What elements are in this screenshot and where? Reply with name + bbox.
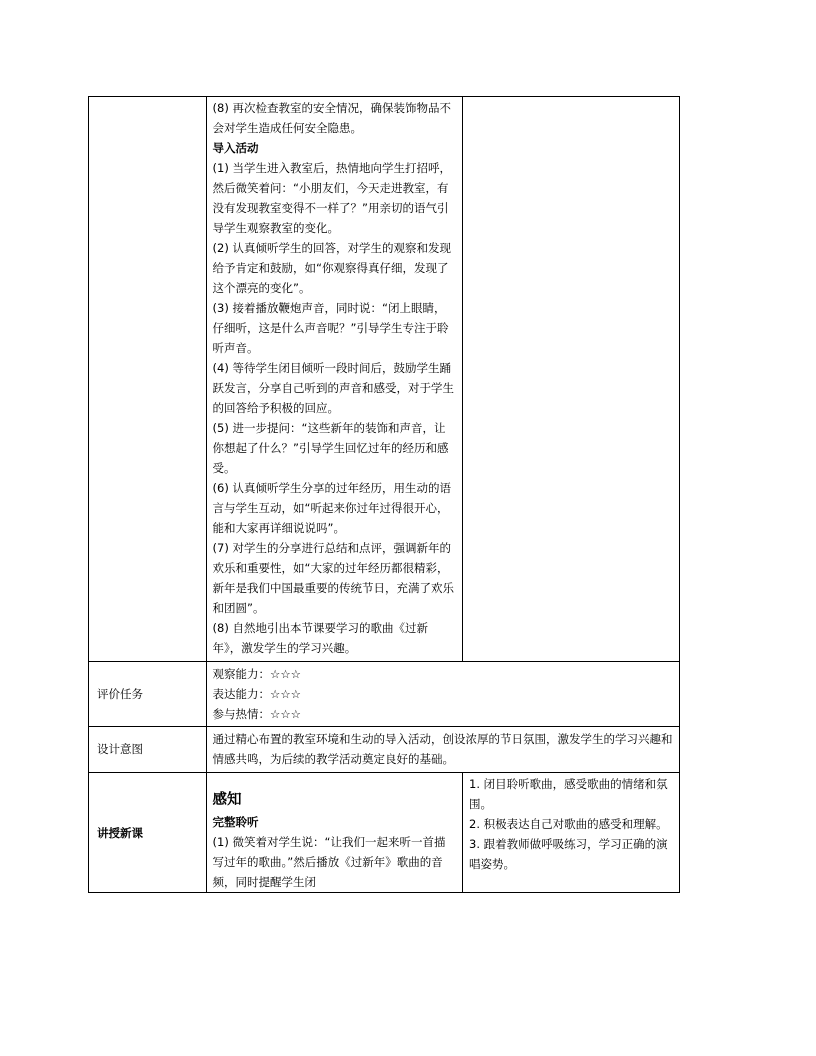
- evaluation-label: 评价任务: [89, 662, 207, 727]
- activity-step: (4) 等待学生闭目倾听一段时间后，鼓励学生踊跃发言，分享自己听到的声音和感受，对于学生的回答给予积极的回应。: [212, 361, 455, 415]
- activity-step: (8) 再次检查教室的安全情况，确保装饰物品不会对学生造成任何安全隐患。: [212, 101, 451, 135]
- activity-step: (1) 当学生进入教室后，热情地向学生打招呼，然后微笑着问：“小朋友们，今天走进教室，有没有发现教室变得不一样了？”用亲切的语气引导学生观察教室的变化。: [212, 161, 451, 235]
- lesson-plan-table: [88, 96, 680, 893]
- lecture-text: (1) 微笑着对学生说：“让我们一起来听一首描写过年的歌曲。”然后播放《过新年》歌曲的音频，同时提醒学生闭: [212, 835, 446, 889]
- activity-row: [89, 97, 680, 662]
- activity-step: (3) 接着播放鞭炮声音，同时说：“闭上眼睛，仔细听，这是什么声音呢？”引导学生专注于聆听声音。: [212, 301, 449, 355]
- activity-step: (6) 认真倾听学生分享的过年经历，用生动的语言与学生互动，如“听起来你过年过得很开心，能和大家再详细说说吗”。: [212, 481, 451, 535]
- activity-content-cell: [206, 97, 462, 662]
- design-intent-row: [89, 727, 680, 773]
- activity-label-cell: [89, 97, 207, 662]
- lecture-content-cell: [206, 773, 462, 893]
- activity-step: (5) 进一步提问：“这些新年的装饰和声音，让你想起了什么？”引导学生回忆过年的经历和感受。: [212, 421, 449, 475]
- activity-student-cell: [463, 97, 680, 662]
- evaluation-item-participate: 参与热情：☆☆☆: [212, 707, 301, 721]
- design-intent-label: 设计意图: [89, 727, 207, 773]
- lecture-label: 讲授新课: [89, 773, 207, 893]
- student-item-2: 2. 积极表达自己对歌曲的感受和理解。: [469, 817, 668, 831]
- lecture-row: [89, 773, 680, 893]
- evaluation-row: [89, 662, 680, 727]
- evaluation-content: [206, 662, 679, 727]
- activity-step: (2) 认真倾听学生的回答，对学生的观察和发现给予肯定和鼓励，如“你观察得真仔细，发现了这个漂亮的变化”。: [212, 241, 451, 295]
- activity-step: (8) 自然地引出本节课要学习的歌曲《过新年》，激发学生的学习兴趣。: [212, 621, 428, 655]
- evaluation-item-express: 表达能力：☆☆☆: [212, 687, 301, 701]
- design-intent-text: 通过精心布置的教室环境和生动的导入活动，创设浓厚的节日氛围，激发学生的学习兴趣和情感共鸣，为后续的教学活动奠定良好的基础。: [206, 727, 679, 773]
- lecture-student-cell: [463, 773, 680, 893]
- student-item-3: 3. 跟着教师做呼吸练习，学习正确的演唱姿势。: [469, 837, 668, 871]
- evaluation-item-observe: 观察能力：☆☆☆: [212, 667, 301, 681]
- activity-lines: [213, 98, 456, 658]
- section-subheading: 完整聆听: [212, 815, 259, 829]
- section-heading: 感知: [212, 792, 242, 808]
- activity-step: (7) 对学生的分享进行总结和点评，强调新年的欢乐和重要性，如“大家的过年经历都很精彩，新年是我们中国最重要的传统节日，充满了欢乐和团圆”。: [212, 541, 455, 615]
- subsection-heading: 导入活动: [212, 141, 259, 155]
- student-item-1: 1. 闭目聆听歌曲，感受歌曲的情绪和氛围。: [469, 777, 668, 811]
